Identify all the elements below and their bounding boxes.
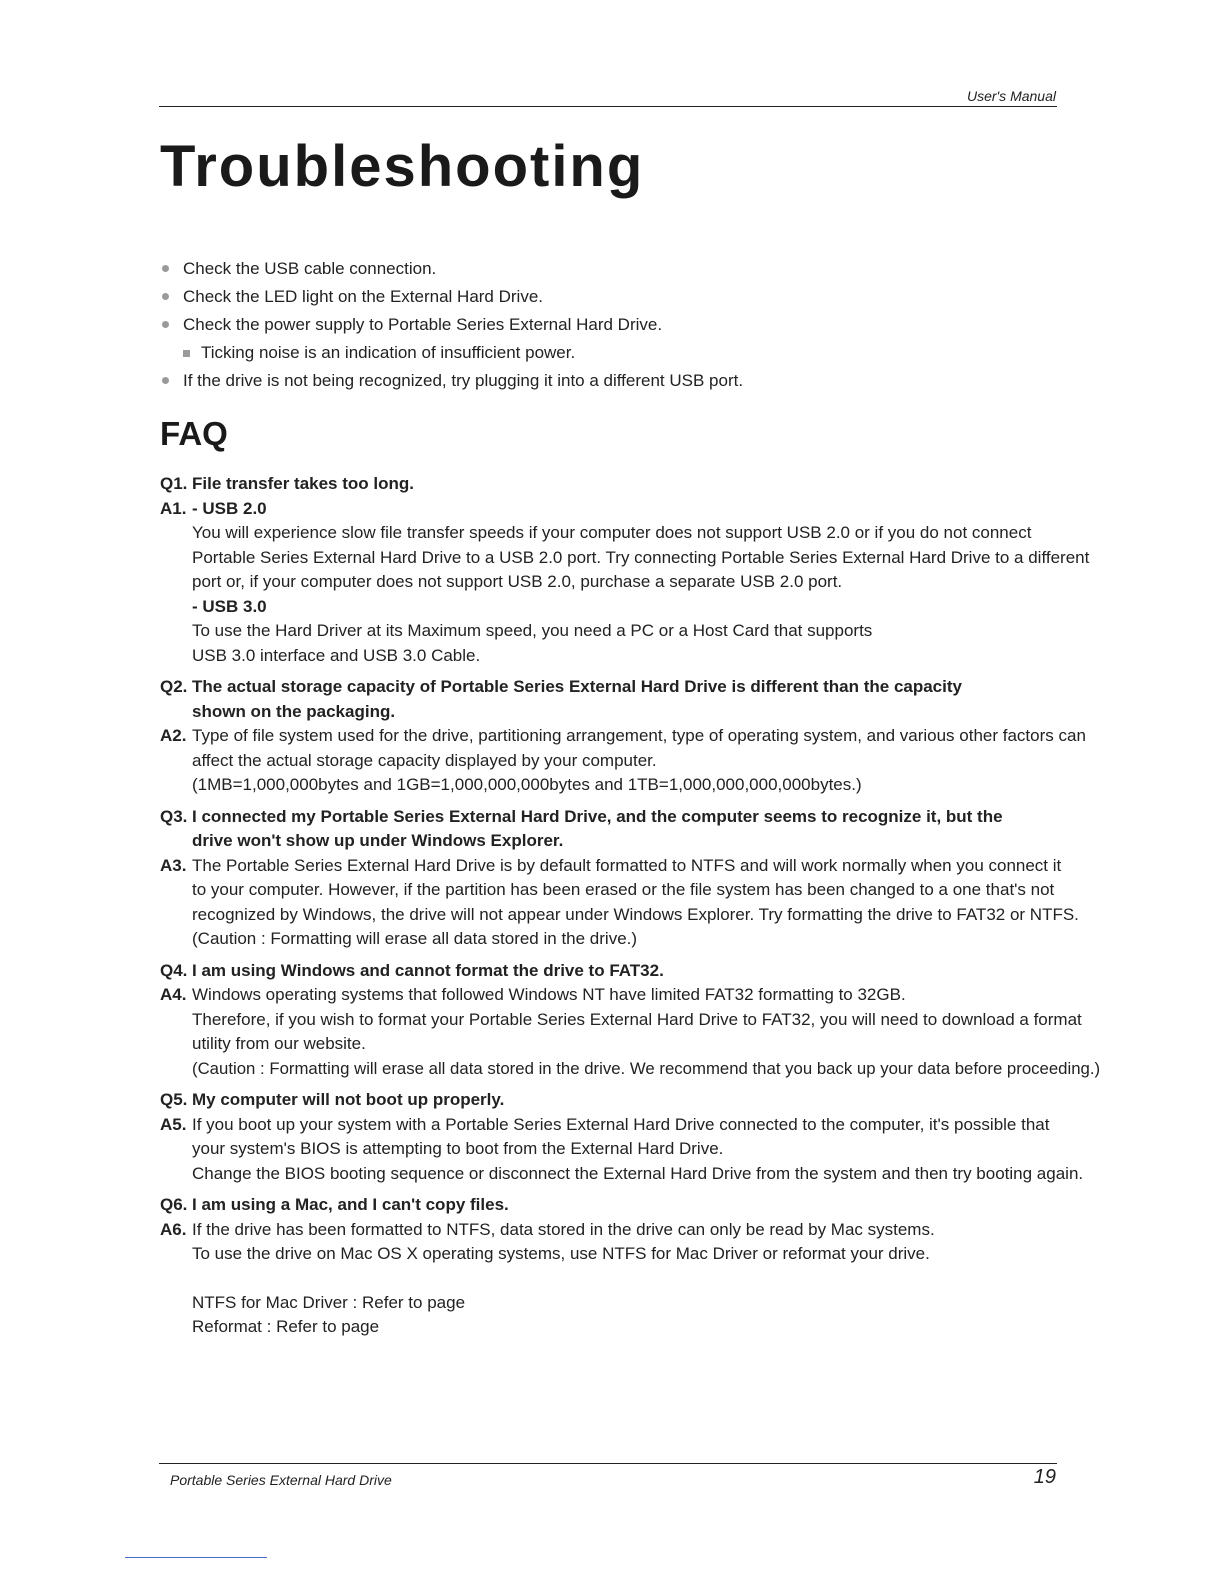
- faq-question-1: Q1. File transfer takes too long.: [160, 474, 414, 493]
- page-number: 19: [1033, 1466, 1056, 1488]
- header-rule: [159, 106, 1057, 107]
- faq-answer-3: A3. The Portable Series External Hard Drive is by default formatted to NTFS and will work normally when you connect it to your computer. However, if the partition has been erased or the file system has been changed to a one that's not recognized by Windows, the drive will not appear under Windows Explorer. Try formatting the drive to FAT32 or NTFS. (Caution : Formatting will erase all data stored in the drive.): [160, 855, 1079, 948]
- header-manual-label: User's Manual: [966, 88, 1056, 104]
- faq-question-3: Q3. I connected my Portable Series External Hard Drive, and the computer seems to recognize it, but the drive won't show up under Windows Explorer.: [160, 806, 1003, 850]
- faq-question-6: Q6. I am using a Mac, and I can't copy files.: [160, 1195, 509, 1214]
- page-title: Troubleshooting: [160, 134, 645, 199]
- faq-answer-4: A4. Windows operating systems that followed Windows NT have limited FAT32 formatting to 32GB. Therefore, if you wish to format your Portable Series External Hard Drive to FAT32, you will need to download a format utility from our website. (Caution : Formatting will erase all data stored in the drive. We recommend that you back up your data before proceeding.): [160, 985, 1101, 1078]
- ntfs-driver-reference: NTFS for Mac Driver : Refer to page: [192, 1292, 466, 1312]
- square-bullet-icon: [183, 350, 190, 357]
- faq-answer-6: A6. If the drive has been formatted to NTFS, data stored in the drive can only be read by Mac systems. To use the drive on Mac OS X operating systems, use NTFS for Mac Driver or reformat your drive. NTFS for Mac Driver : Refer to page Reformat : Refer to page: [160, 1218, 1100, 1340]
- faq-answer-2: A2. Type of file system used for the drive, partitioning arrangement, type of operating system, and various other factors can affect the actual storage capacity displayed by your computer. (1MB=1,000,000bytes and 1GB=1,000,000,000bytes and 1TB=1,000,000,000,000bytes.): [160, 726, 1086, 794]
- usb3-subheading: - USB 3.0: [192, 596, 267, 616]
- reformat-reference: Reformat : Refer to page: [192, 1317, 380, 1336]
- faq-heading: FAQ: [160, 415, 228, 452]
- usb2-subheading: - USB 2.0: [192, 498, 267, 518]
- faq-answer-1: A1. - USB 2.0 You will experience slow file transfer speeds if your computer does not support USB 2.0 or if you do not connect Portable Series External Hard Drive to a USB 2.0 port. Try connecting Portable Series External Hard Drive to a different port or, if your computer does not support USB 2.0, purchase a separate USB 2.0 port. - USB 3.0 To use the Hard Driver at its Maximum speed, you need a PC or a Host Card that supports USB 3.0 interface and USB 3.0 Cable.: [160, 497, 1100, 669]
- bullet-icon: [162, 293, 169, 300]
- footer-rule: [159, 1463, 1057, 1464]
- troubleshooting-checklist: [160, 255, 1060, 395]
- footnote-divider: [125, 1557, 267, 1558]
- faq-question-2: Q2. The actual storage capacity of Portable Series External Hard Drive is different than the capacity shown on the packaging.: [160, 677, 962, 721]
- faq-question-4: Q4. I am using Windows and cannot format the drive to FAT32.: [160, 960, 664, 980]
- footer-product-name: Portable Series External Hard Drive: [170, 1472, 392, 1488]
- faq-question-5: Q5. My computer will not boot up properly.: [160, 1090, 505, 1109]
- faq-answer-5: A5. If you boot up your system with a Portable Series External Hard Drive connected to the computer, it's possible that your system's BIOS is attempting to boot from the External Hard Drive. Change the BIOS booting sequence or disconnect the External Hard Drive from the system and then try booting again.: [160, 1114, 1084, 1183]
- bullet-icon: [162, 265, 169, 272]
- checklist-item: Check the power supply to Portable Series External Hard Drive.: [160, 311, 1060, 339]
- checklist-item: If the drive is not being recognized, try plugging it into a different USB port.: [160, 367, 1060, 395]
- checklist-sub-item: Ticking noise is an indication of insufficient power.: [160, 339, 1060, 367]
- bullet-icon: [162, 377, 169, 384]
- checklist-item: Check the USB cable connection.: [160, 255, 1060, 283]
- checklist-item: Check the LED light on the External Hard Drive.: [160, 283, 1060, 311]
- faq-list: [160, 472, 1100, 1340]
- bullet-icon: [162, 321, 169, 328]
